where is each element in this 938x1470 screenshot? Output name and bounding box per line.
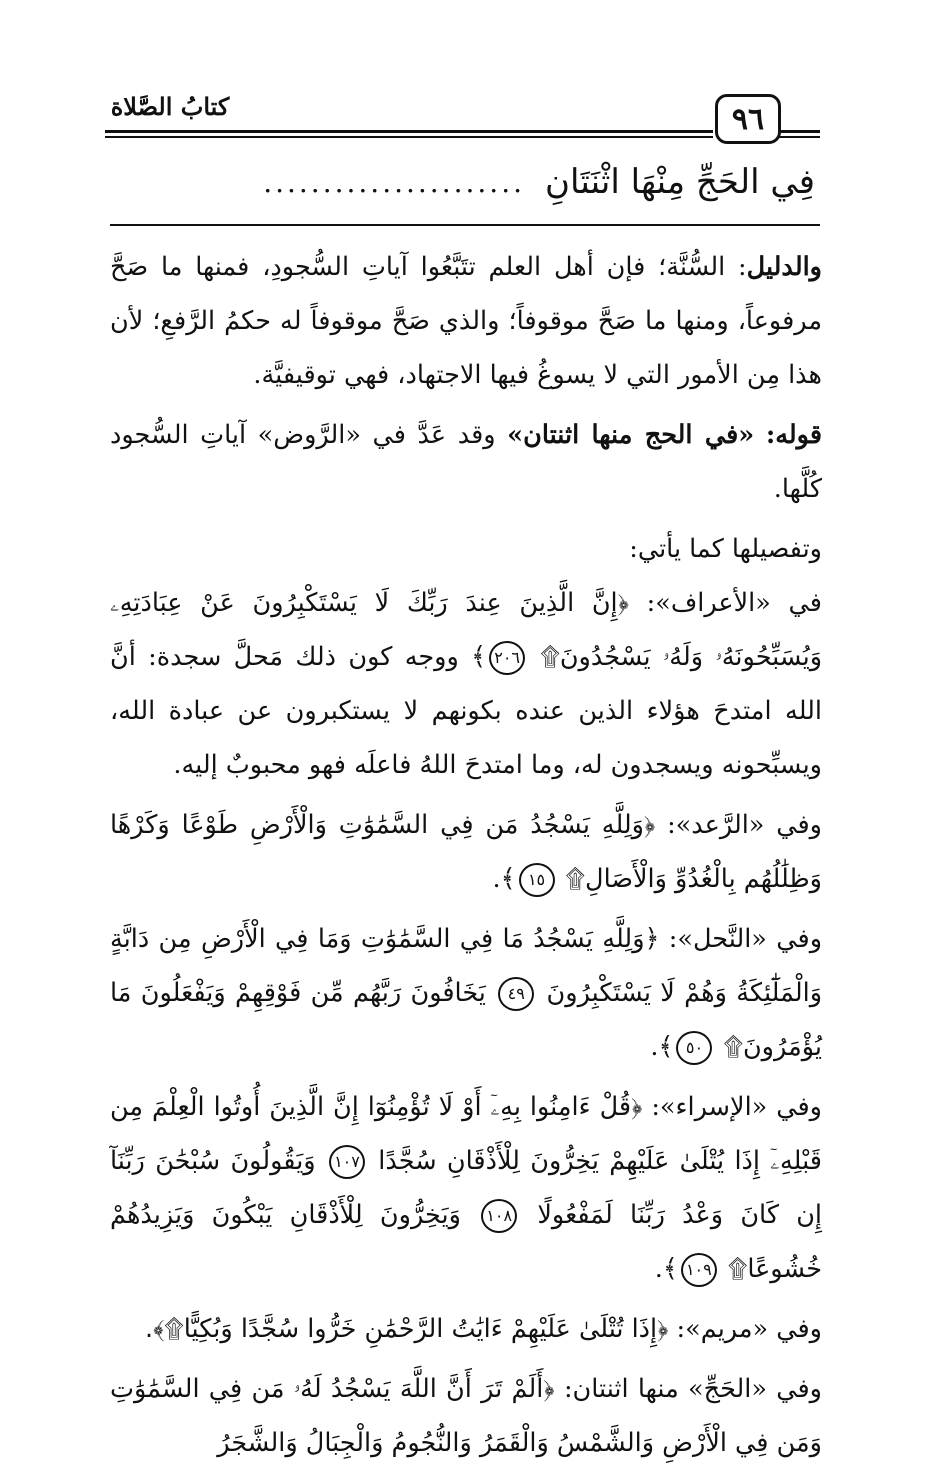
araf-text: ﴾ ووجه كون ذلك مَحلَّ سجدة: أنَّ الله امتدحَ هؤلاء الذين عنده بكونهم لا يستكبرون عن عبادة الله، ويسبِّحونه ويسجدون له، وما امتدحَ اللهُ فاعلَه فهو محبوبٌ إليه.: [110, 642, 822, 780]
details-intro: وتفصيلها كما يأتي:: [629, 534, 822, 564]
ayah-number-marker: ٤٩: [498, 977, 534, 1011]
header-rule: [777, 136, 820, 138]
araf-verse: ﴿إِنَّ الَّذِينَ عِندَ رَبِّكَ لَا يَسْتَكْبِرُونَ عَنْ عِبَادَتِهِۦ وَيُسَبِّحُونَهُۥ وَلَهُۥ يَسْجُدُونَ۩: [110, 588, 823, 672]
page-header: [0, 0, 938, 150]
maryam-intro: وفي «مريم»:: [676, 1314, 822, 1344]
paragraph-araf: [110, 576, 822, 792]
header-rule: [105, 136, 713, 138]
nahl-verse-2: يَخَافُونَ رَبَّهُم مِّن فَوْقِهِمْ وَيَفْعَلُونَ مَا يُؤْمَرُونَ۩: [110, 978, 822, 1062]
araf-intro: في «الأعراف»:: [646, 588, 822, 618]
qawluhu-text: وقد عَدَّ في «الرَّوض» آياتِ السُّجود كُلَّها.: [110, 420, 822, 504]
evidence-text: : السُّنَّة؛ فإن أهل العلم تتَبَّعُوا آياتِ السُّجودِ، فمنها ما صَحَّ مرفوعاً، ومنها ما صَحَّ موقوفاً؛ والذي صَحَّ موقوفاً له حكمُ الرَّفعِ؛ لأن هذا مِن الأمور التي لا يسوغُ فيها الاجتهاد، فهي توقيفيَّة.: [110, 252, 822, 390]
rad-intro: وفي «الرَّعد»:: [667, 810, 822, 840]
ayah-number-marker: ١٠٨: [481, 1199, 517, 1233]
isra-verse-2: وَيَقُولُونَ سُبْحَٰنَ رَبِّنَآ إِن كَانَ وَعْدُ رَبِّنَا لَمَفْعُولًا: [110, 1146, 823, 1230]
header-rule: [777, 130, 820, 133]
paragraph-qawluhu: [110, 408, 822, 516]
rad-end: ﴾.: [492, 864, 516, 894]
matn-rule: [110, 224, 820, 226]
evidence-label: والدليل: [746, 252, 822, 282]
hajj-verse: ﴿أَلَمْ تَرَ أَنَّ اللَّهَ يَسْجُدُ لَهُۥ مَن فِي السَّمَٰوَٰتِ وَمَن فِي الْأَرْضِ وَالشَّمْسُ وَالْقَمَرُ وَالنُّجُومُ وَالْجِبَالُ وَالشَّجَرُ: [110, 1374, 822, 1458]
matn-line: [110, 160, 815, 204]
commentary-body: [110, 240, 822, 1470]
isra-intro: وفي «الإسراء»:: [651, 1092, 822, 1122]
matn-text: فِي الحَجِّ مِنْهَا اثْنَتَانِ: [545, 162, 815, 202]
paragraph-hajj: [110, 1362, 822, 1470]
nahl-intro: وفي «النَّحل»:: [668, 924, 823, 954]
paragraph-rad: [110, 798, 822, 906]
qawluhu-quote: «في الحج منها اثنتان»: [507, 420, 755, 450]
isra-verse-3: وَيَخِرُّونَ لِلْأَذْقَانِ يَبْكُونَ وَيَزِيدُهُمْ خُشُوعًا۩: [110, 1200, 822, 1284]
maryam-verse: ﴿إِذَا تُتْلَىٰ عَلَيْهِمْ ءَايَٰتُ الرَّحْمَٰنِ خَرُّوا سُجَّدًا وَبُكِيًّا۩﴾.: [144, 1314, 669, 1344]
ayah-number-marker: ٢٠٦: [489, 641, 525, 675]
paragraph-details-intro: [110, 522, 822, 576]
book-title: كتابُ الصَّلاة: [110, 92, 230, 121]
paragraph-evidence: [110, 240, 822, 402]
ayah-number-marker: ١٠٩: [681, 1253, 717, 1287]
paragraph-maryam: [110, 1302, 822, 1356]
isra-end: ﴾.: [654, 1254, 678, 1284]
qawluhu-label: قوله:: [765, 420, 823, 450]
ayah-number-marker: ١٥: [519, 863, 555, 897]
isra-verse-1: ﴿قُلْ ءَامِنُوا بِهِۦٓ أَوْ لَا تُؤْمِنُوٓا إِنَّ الَّذِينَ أُوتُوا الْعِلْمَ مِن قَبْلِهِۦٓ إِذَا يُتْلَىٰ عَلَيْهِمْ يَخِرُّونَ لِلْأَذْقَانِ سُجَّدًا: [110, 1092, 822, 1176]
page-number: ٩٦: [715, 94, 781, 144]
paragraph-isra: [110, 1080, 822, 1296]
hajj-intro: وفي «الحَجِّ» منها اثنتان:: [563, 1374, 822, 1404]
matn-dots: ......................: [263, 165, 526, 199]
paragraph-nahl: [110, 912, 822, 1074]
ayah-number-marker: ٥٠: [676, 1031, 712, 1065]
ayah-number-marker: ١٠٧: [329, 1145, 365, 1179]
rad-verse: ﴿وَلِلَّهِ يَسْجُدُ مَن فِي السَّمَٰوَٰتِ وَالْأَرْضِ طَوْعًا وَكَرْهًا وَظِلَٰلُهُم بِالْغُدُوِّ وَالْأَصَالِ۩: [110, 810, 822, 894]
header-rule: [105, 130, 713, 133]
nahl-verse-1: ﴿وَلِلَّهِ يَسْجُدُ مَا فِي السَّمَٰوَٰتِ وَمَا فِي الْأَرْضِ مِن دَابَّةٍ وَالْمَلَٰٓئِكَةُ وَهُمْ لَا يَسْتَكْبِرُونَ: [110, 924, 823, 1008]
nahl-end: ﴾.: [650, 1032, 674, 1062]
